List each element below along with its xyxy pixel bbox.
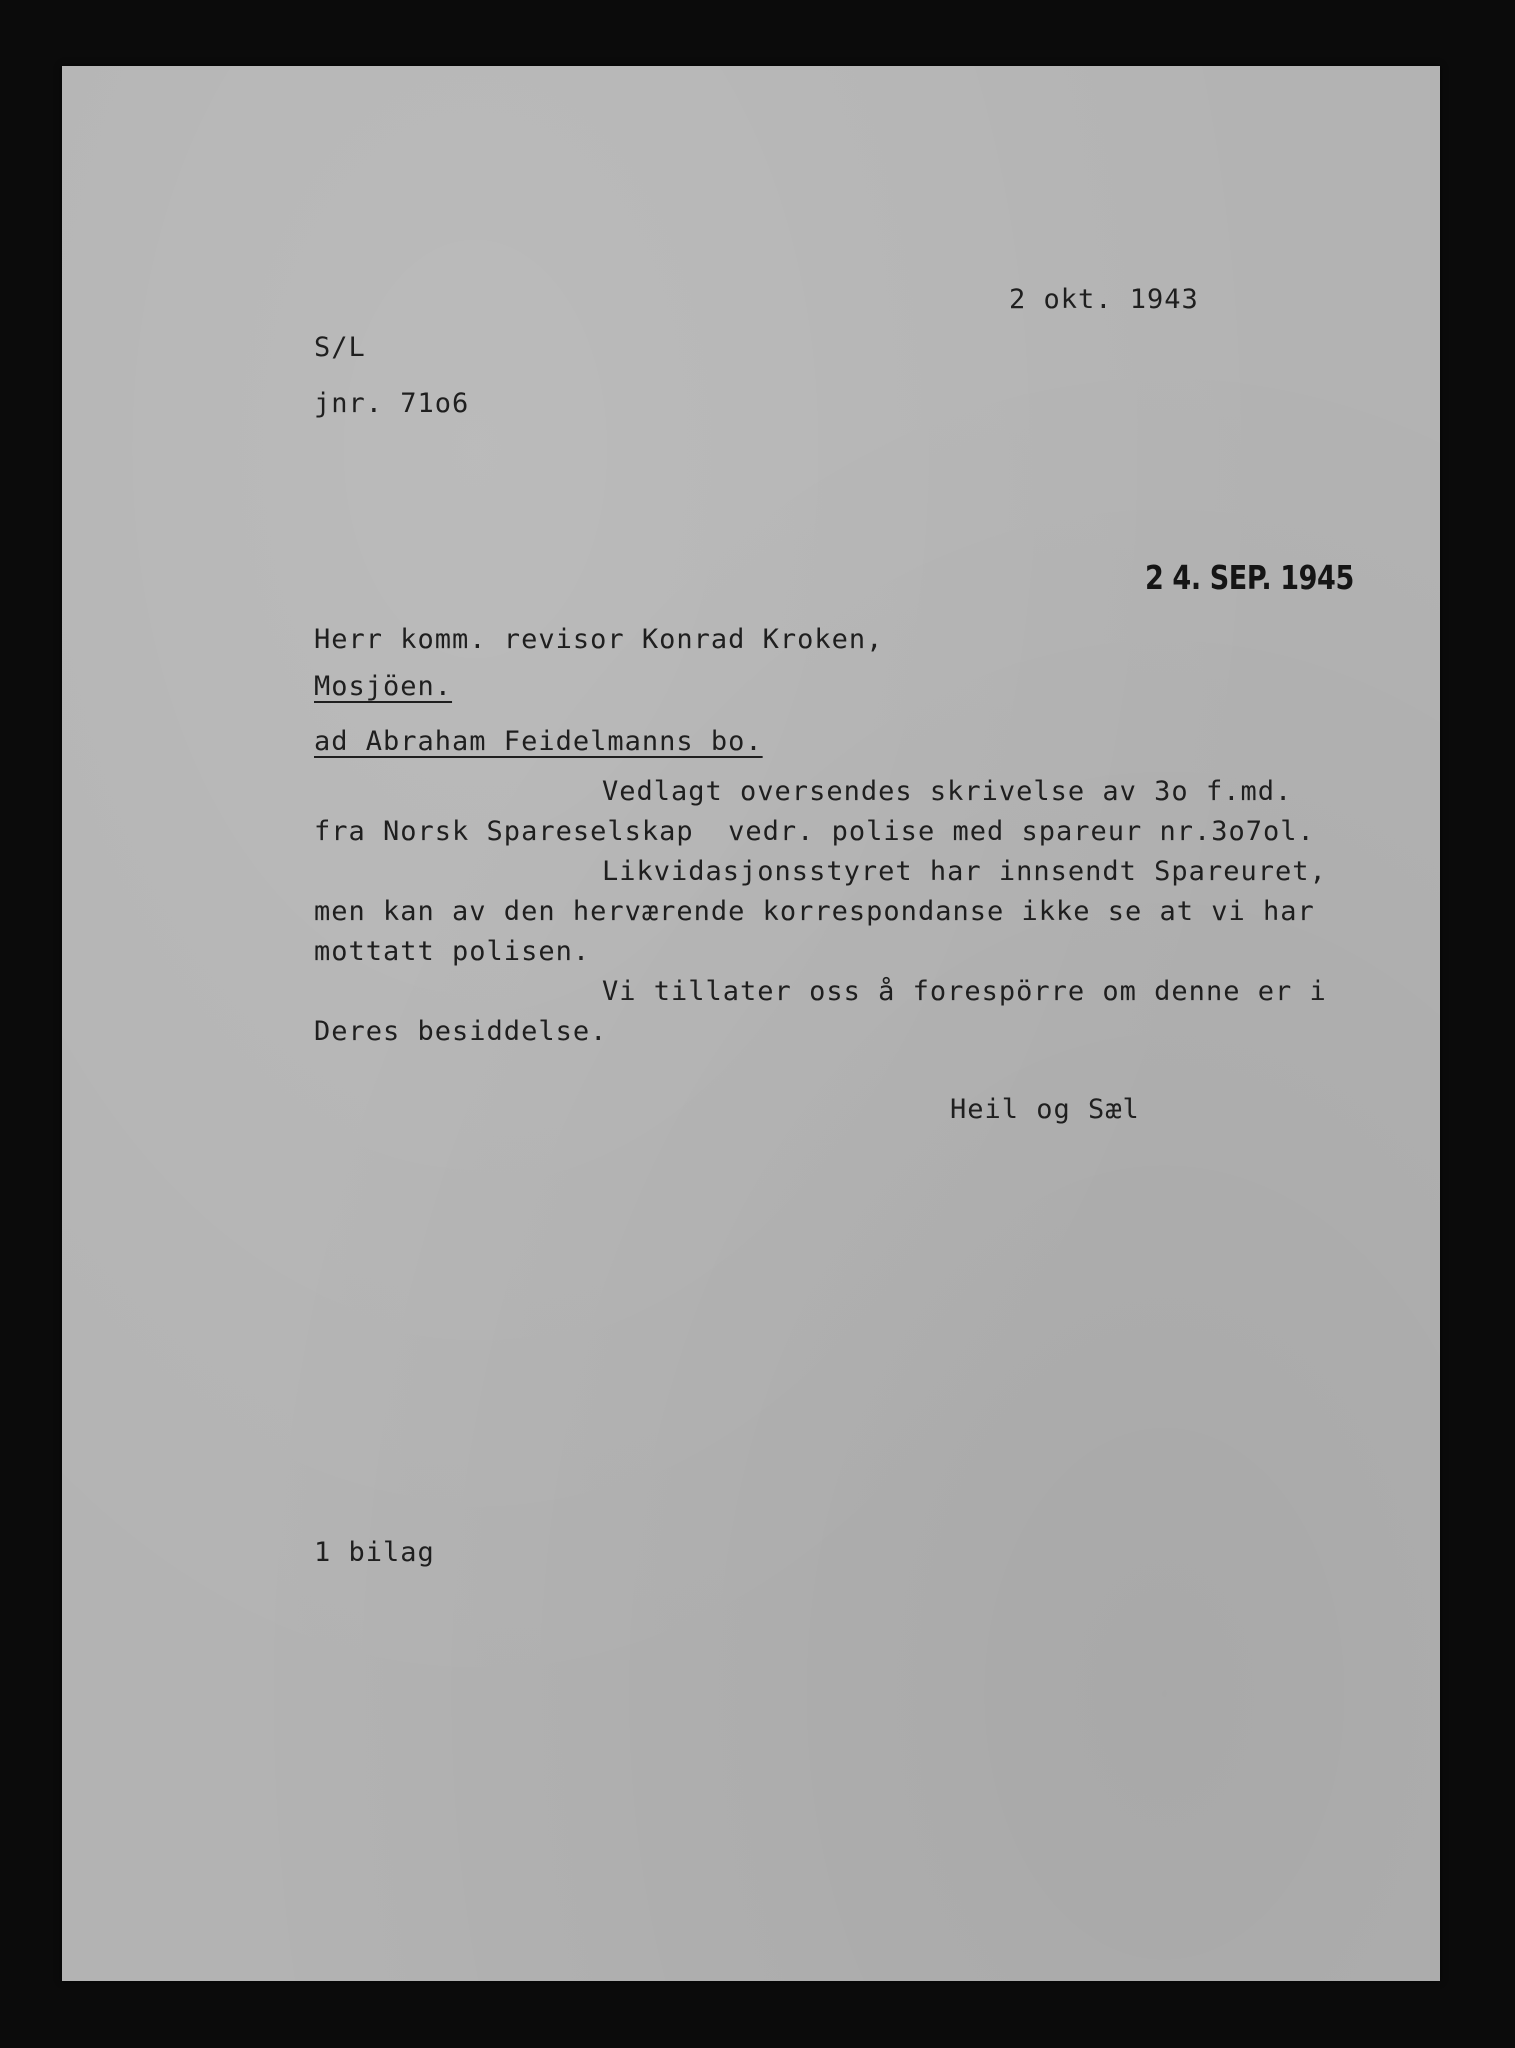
letter-page <box>62 66 1440 1981</box>
subject-line: ad Abraham Feidelmanns bo. <box>314 726 763 757</box>
body-line-2: fra Norsk Spareselskap vedr. polise med spareur nr.3o7ol. <box>314 816 1315 847</box>
reference-code: S/L <box>314 332 366 363</box>
body-line-3: Likvidasjonsstyret har innsendt Spareuret, <box>602 856 1327 887</box>
body-line-7: Deres besiddelse. <box>314 1016 608 1047</box>
body-line-1: Vedlagt oversendes skrivelse av 3o f.md. <box>602 776 1293 807</box>
letter-date: 2 okt. 1943 <box>1009 284 1199 315</box>
body-line-6: Vi tillater oss å forespörre om denne er i <box>602 976 1327 1007</box>
body-line-4: men kan av den herværende korrespondanse ikke se at vi har <box>314 896 1315 927</box>
recipient-name: Herr komm. revisor Konrad Kroken, <box>314 624 884 655</box>
body-line-5: mottatt polisen. <box>314 936 591 967</box>
journal-number: jnr. 71o6 <box>314 388 470 419</box>
received-date-stamp: 2 4. SEP. 1945 <box>1145 558 1354 597</box>
recipient-place: Mosjöen. <box>314 671 453 702</box>
enclosure-note: 1 bilag <box>314 1537 435 1568</box>
closing-salutation: Heil og Sæl <box>950 1094 1140 1125</box>
